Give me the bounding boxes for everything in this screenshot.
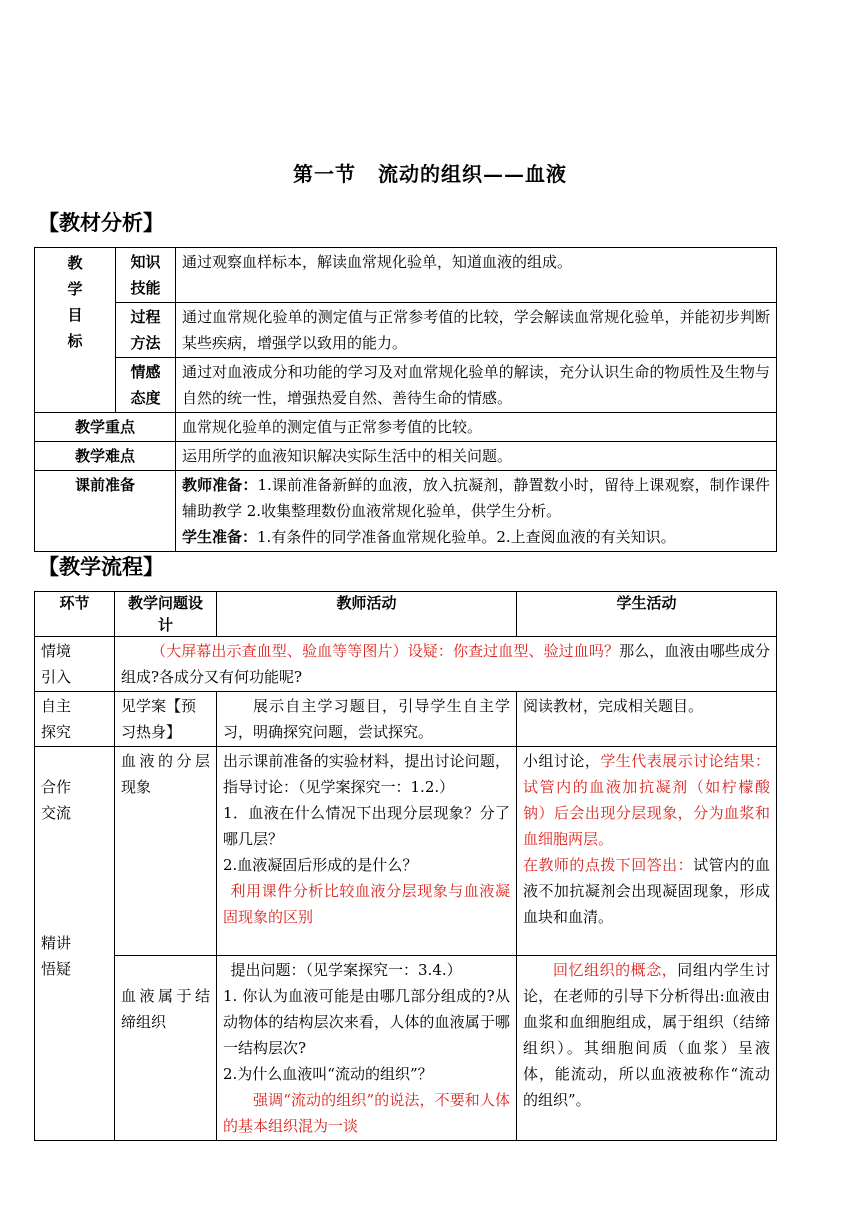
layer-student: 小组讨论，学生代表展示讨论结果：试管内的血液加抗凝剂（如柠檬酸钠）后会出现分层现象，分为血浆和血细胞两层。 在教师的点拨下回答出：试管内的血液不加抗凝剂会出现凝固现象，形成血块和血清。 bbox=[517, 747, 777, 956]
key-point-text: 血常规化验单的测定值与正常参考值的比较。 bbox=[176, 413, 777, 442]
goal-label: 教 学 目 标 bbox=[35, 248, 116, 413]
section-heading-flow: 【教学流程】 bbox=[38, 554, 164, 579]
header-stage: 环节 bbox=[35, 592, 115, 637]
tissue-student: 回忆组织的概念，同组内学生讨论，在老师的引导下分析得出:血液由血浆和血细胞组成，属于组织（结缔组织）。其细胞间质（血浆）呈液体，能流动，所以血液被称作“流动的组织”。 bbox=[517, 956, 777, 1141]
self-study-student: 阅读教材，完成相关题目。 bbox=[517, 692, 777, 747]
stage-self-study: 自主 探究 bbox=[35, 692, 115, 747]
header-teacher: 教师活动 bbox=[217, 592, 517, 637]
goal-text-emotion: 通过对血液成分和功能的学习及对血常规化验单的解读，充分认识生命的物质性及生物与自然的统一性，增强热爱自然、善待生命的情感。 bbox=[176, 358, 777, 413]
preparation-label: 课前准备 bbox=[35, 471, 176, 552]
goal-label-knowledge: 知识 技能 bbox=[116, 248, 176, 303]
header-student: 学生活动 bbox=[517, 592, 777, 637]
preparation-text: 教师准备：1.课前准备新鲜的血液，放入抗凝剂，静置数小时，留待上课观察，制作课件辅助教学 2.收集整理数份血液常规化验单，供学生分析。 学生准备：1.有条件的同学准备血常规化验单。2.上查阅血液的有关知识。 bbox=[176, 471, 777, 552]
goal-text-knowledge: 通过观察血样标本，解读血常规化验单，知道血液的组成。 bbox=[176, 248, 777, 303]
goal-label-emotion: 情感 态度 bbox=[116, 358, 176, 413]
stage-intro: 情境 引入 bbox=[35, 637, 115, 692]
page-title: 第一节 流动的组织——血液 bbox=[293, 162, 567, 186]
self-study-teacher: 展示自主学习题目，引导学生自主学习，明确探究问题，尝试探究。 bbox=[217, 692, 517, 747]
difficult-point-text: 运用所学的血液知识解决实际生活中的相关问题。 bbox=[176, 442, 777, 471]
key-point-label: 教学重点 bbox=[35, 413, 176, 442]
layer-problem: 血液的分层现象 bbox=[115, 747, 217, 956]
goal-text-process: 通过血常规化验单的测定值与正常参考值的比较，学会解读血常规化验单，并能初步判断某些疾病，增强学以致用的能力。 bbox=[176, 303, 777, 358]
self-study-problem: 见学案【预习热身】 bbox=[115, 692, 217, 747]
tissue-problem: 血液属于结缔组织 bbox=[115, 956, 217, 1141]
section-heading-analysis: 【教材分析】 bbox=[38, 210, 164, 235]
difficult-point-label: 教学难点 bbox=[35, 442, 176, 471]
analysis-table bbox=[34, 247, 777, 552]
stage-cooperate: 合作 交流 精讲 悟疑 bbox=[35, 747, 115, 1141]
tissue-teacher: 提出问题：（见学案探究一：3.4.） 1. 你认为血液可能是由哪几部分组成的?从动物体的结构层次来看，人体的血液属于哪一结构层次? 2.为什么血液叫“流动的组织”？ 强调“流动的组织”的说法，不要和人体的基本组织混为一谈 bbox=[217, 956, 517, 1141]
goal-label-process: 过程 方法 bbox=[116, 303, 176, 358]
header-problem: 教学问题设计 bbox=[115, 592, 217, 637]
intro-text: （大屏幕出示查血型、验血等等图片）设疑：你查过血型、验过血吗？那么，血液由哪些成分组成?各成分又有何功能呢? bbox=[115, 637, 777, 692]
flow-table bbox=[34, 591, 777, 1141]
layer-teacher: 出示课前准备的实验材料，提出讨论问题，指导讨论：（见学案探究一：1.2.） 1．血液在什么情况下出现分层现象？分了哪几层？ 2.血液凝固后形成的是什么？ 利用课件分析比较血液分层现象与血液凝固现象的区别 bbox=[217, 747, 517, 956]
